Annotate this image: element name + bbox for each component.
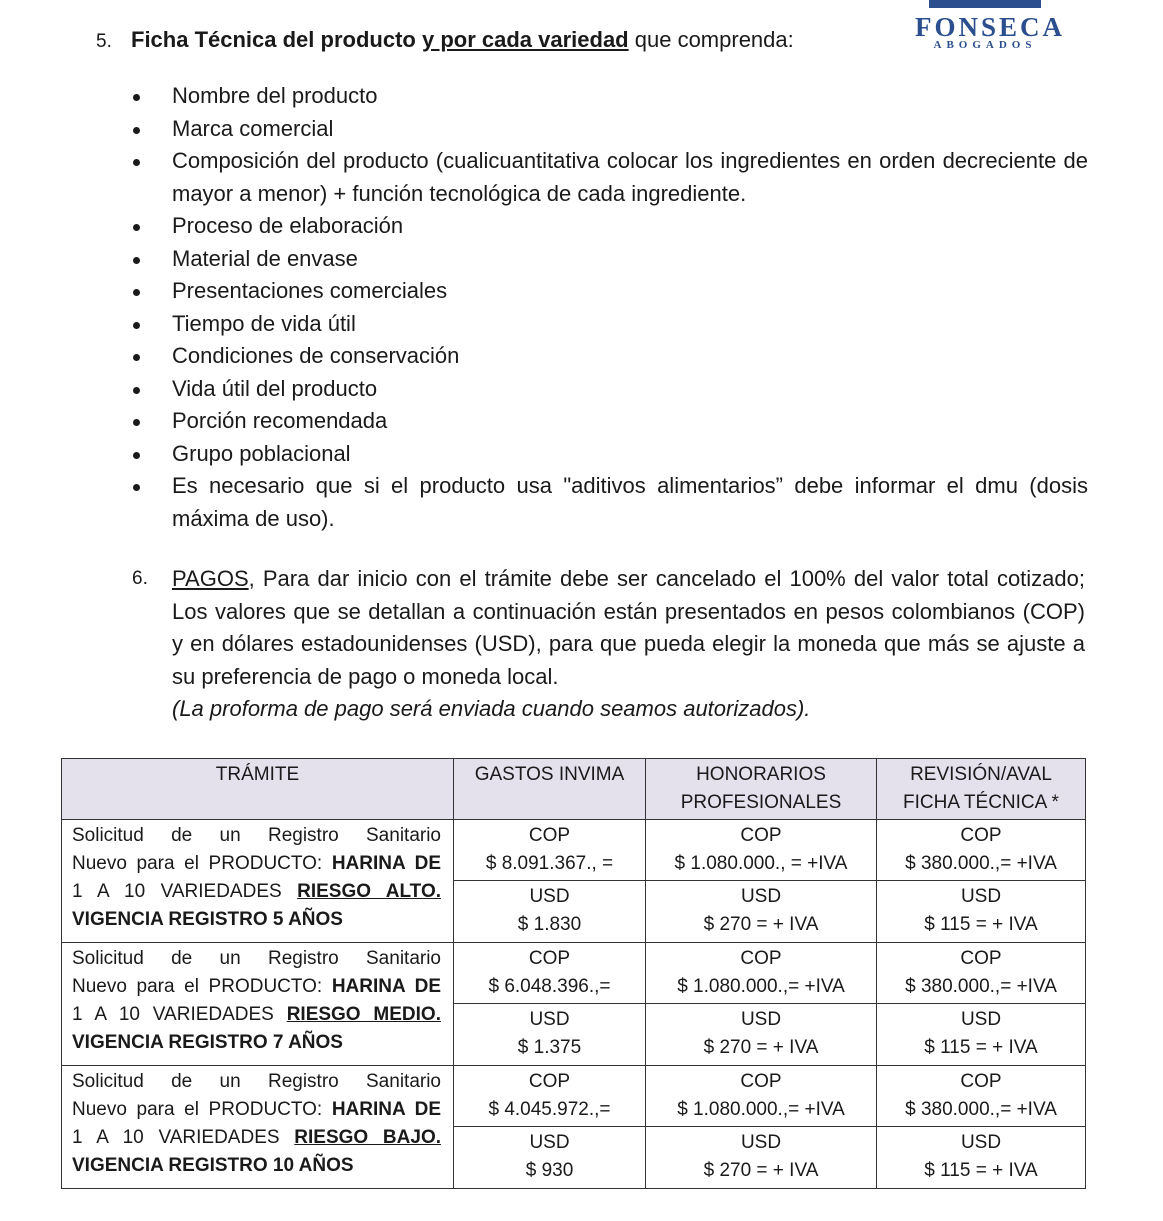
section-5-title-bold: Ficha Técnica del producto [131,27,416,52]
risk-label: RIESGO BAJO. [294,1127,442,1148]
list-item: Vida útil del producto [120,373,1088,406]
table-header-row [62,759,1086,820]
risk-label: RIESGO MEDIO. [286,1004,441,1025]
list-item: Material de envase [120,243,1088,276]
requirements-list [120,80,1088,535]
usd-amount: $ 115 = + IVA [924,1160,1038,1181]
list-item: Es necesario que si el producto usa "aditivos alimentarios” debe informar el dmu (dosis máxima de uso). [120,470,1088,535]
section-6-payments [132,563,1085,726]
bullet-icon [133,354,140,361]
bullet-icon [133,419,140,426]
section-5-heading [96,24,794,58]
logo-sub-text: ABOGADOS [933,39,1037,51]
list-item: Condiciones de conservación [120,340,1088,373]
payments-paragraph [172,563,1085,693]
list-item: Composición del producto (cualicuantitativa colocar los ingredientes en orden decreciente de mayor a menor) + función tecnológica de cada ingrediente. [120,145,1088,210]
table-row [62,820,1086,943]
honorarios-cell: COP $ 1.080.000., = +IVA USD $ 270 = + IVA [646,820,877,943]
list-item: Tiempo de vida útil [120,308,1088,341]
payments-label: PAGOS [172,566,249,591]
usd-amount: $ 270 = + IVA [703,914,819,935]
cop-amount: $ 380.000.,= +IVA [905,976,1057,997]
list-item: Grupo poblacional [120,438,1088,471]
company-logo [915,12,1066,51]
bullet-icon [133,159,140,166]
payments-note: (La proforma de pago será enviada cuando seamos autorizados). [172,696,811,721]
revision-cell: COP $ 380.000.,= +IVA USD $ 115 = + IVA [877,820,1086,943]
section-5-number: 5. [96,31,112,52]
bullet-icon [133,257,140,264]
header-tramite: TRÁMITE [62,759,454,820]
risk-label: RIESGO ALTO. [297,881,442,902]
logo-bar [929,0,1041,8]
tramite-cell: Solicitud de un Registro Sanitario Nuevo para el PRODUCTO: HARINA DE 1 A 10 VARIEDADES RIESGO MEDIO. VIGENCIA REGISTRO 7 AÑOS [62,943,454,1066]
usd-amount: $ 115 = + IVA [924,1037,1038,1058]
cop-amount: $ 1.080.000., = +IVA [674,853,848,874]
list-item: Nombre del producto [120,80,1088,113]
cop-amount: $ 1.080.000.,= +IVA [677,976,845,997]
header-revision: REVISIÓN/AVAL FICHA TÉCNICA * [877,759,1086,820]
cop-amount: $ 4.045.972.,= [488,1099,611,1120]
usd-amount: $ 930 [525,1160,574,1181]
table-row [62,1066,1086,1189]
usd-amount: $ 1.830 [517,914,582,935]
tramite-cell: Solicitud de un Registro Sanitario Nuevo para el PRODUCTO: HARINA DE 1 A 10 VARIEDADES RIESGO ALTO. VIGENCIA REGISTRO 5 AÑOS [62,820,454,943]
usd-amount: $ 115 = + IVA [924,914,1038,935]
honorarios-cell: COP $ 1.080.000.,= +IVA USD $ 270 = + IVA [646,943,877,1066]
bullet-icon [133,484,140,491]
header-gastos-invima: GASTOS INVIMA [454,759,646,820]
table-row [62,943,1086,1066]
header-honorarios: HONORARIOS PROFESIONALES [646,759,877,820]
bullet-icon [133,289,140,296]
list-item: Presentaciones comerciales [120,275,1088,308]
payments-text: , Para dar inicio con el trámite debe ser cancelado el 100% del valor total cotizado; Los valores que se detallan a continuación están presentados en pesos colombianos (COP) y en dólares estadounidenses (USD), para que pueda elegir la moneda que más se ajuste a su preferencia de pago o moneda local. [172,566,1085,689]
gastos-invima-cell: COP $ 8.091.367., = USD $ 1.830 [454,820,646,943]
usd-amount: $ 1.375 [517,1037,582,1058]
cop-amount: $ 1.080.000.,= +IVA [677,1099,845,1120]
fees-table [61,758,1086,1189]
bullet-icon [133,94,140,101]
section-5-title-rest: que comprenda: [634,27,794,52]
cop-amount: $ 380.000.,= +IVA [905,853,1057,874]
list-item: Marca comercial [120,113,1088,146]
bullet-icon [133,387,140,394]
cop-amount: $ 8.091.367., = [485,853,614,874]
usd-amount: $ 270 = + IVA [703,1160,819,1181]
gastos-invima-cell: COP $ 6.048.396.,= USD $ 1.375 [454,943,646,1066]
revision-cell: COP $ 380.000.,= +IVA USD $ 115 = + IVA [877,943,1086,1066]
list-item: Porción recomendada [120,405,1088,438]
usd-amount: $ 270 = + IVA [703,1037,819,1058]
bullet-icon [133,452,140,459]
section-6-number: 6. [132,568,148,589]
bullet-icon [133,322,140,329]
cop-amount: $ 6.048.396.,= [488,976,611,997]
tramite-cell: Solicitud de un Registro Sanitario Nuevo para el PRODUCTO: HARINA DE 1 A 10 VARIEDADES RIESGO BAJO. VIGENCIA REGISTRO 10 AÑOS [62,1066,454,1189]
bullet-icon [133,224,140,231]
honorarios-cell: COP $ 1.080.000.,= +IVA USD $ 270 = + IVA [646,1066,877,1189]
bullet-icon [133,127,140,134]
logo-main-text: FONSECA [915,12,1066,42]
list-item: Proceso de elaboración [120,210,1088,243]
section-5-title-underlined: y por cada variedad [421,27,629,52]
cop-amount: $ 380.000.,= +IVA [905,1099,1057,1120]
revision-cell: COP $ 380.000.,= +IVA USD $ 115 = + IVA [877,1066,1086,1189]
gastos-invima-cell: COP $ 4.045.972.,= USD $ 930 [454,1066,646,1189]
